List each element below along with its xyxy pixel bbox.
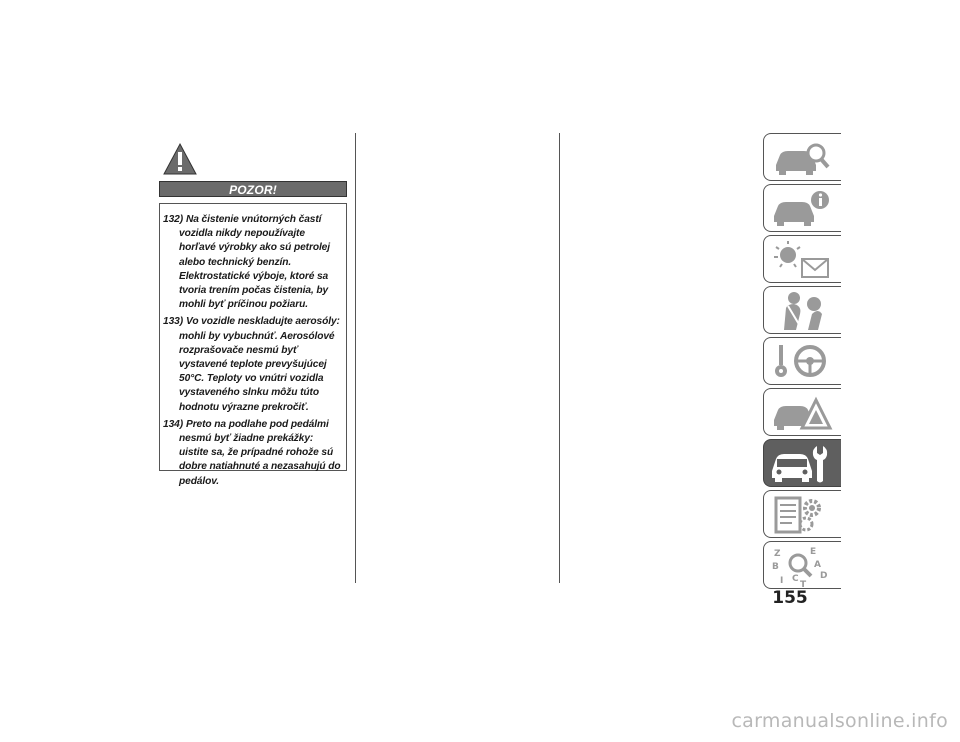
car-wrench-icon — [770, 443, 834, 485]
document-gear-icon — [770, 494, 834, 536]
index-letter: Z — [774, 549, 781, 559]
seat-airbag-icon — [770, 290, 834, 332]
index-letter: E — [810, 547, 817, 557]
car-info-icon — [770, 188, 834, 230]
car-magnifier-icon — [770, 137, 834, 179]
item-text: Na čistenie vnútorných častí vozidla nikdy nepoužívajte horľavé výrobky ako sú petrolej alebo technický benzín. Elektrostatické výboje, ktoré sa tvoria trením počas čistenia, by mohli byť príčinou požiaru. — [179, 214, 330, 311]
warning-box — [159, 203, 347, 487]
lights-message-icon — [770, 239, 834, 281]
tab-car-wrench[interactable] — [763, 439, 841, 487]
tab-lights-message[interactable] — [763, 235, 841, 283]
alphabet-index-icon — [770, 545, 834, 587]
tab-document-gear[interactable] — [763, 490, 841, 538]
index-letter: D — [820, 571, 828, 581]
item-number: 132) — [163, 214, 183, 225]
item-text: Preto na podlahe pod pedálmi nesmú byť žiadne prekážky: uistite sa, že prípadné rohože sú dobre natiahnuté a nezasahujú do pedálov. — [179, 418, 341, 487]
column-divider-1 — [355, 133, 356, 583]
tab-car-info[interactable] — [763, 184, 841, 232]
item-text: Vo vozidle neskladujte aerosóly: mohli by vybuchnúť. Aerosólové rozprašovače nesmú byť vystavené teplote prevyšujúcej 50°C. Teploty vo vnútri vozidla vystaveného slnku môžu túto hodnotu výrazne prekročiť. — [179, 316, 340, 413]
item-number: 134) — [163, 418, 183, 430]
watermark: carmanualsonline.info — [731, 710, 948, 732]
index-letter: A — [814, 560, 821, 570]
tab-seat-airbag[interactable] — [763, 286, 841, 334]
warning-item-134 — [163, 418, 343, 489]
item-number: 133) — [163, 316, 183, 328]
index-letter: T — [800, 580, 807, 587]
tab-car-magnifier[interactable] — [763, 133, 841, 181]
warning-title: POZOR! — [159, 181, 347, 197]
index-letter: C — [792, 574, 799, 584]
car-warning-triangle-icon — [770, 392, 834, 434]
tab-alphabet-index[interactable] — [763, 541, 841, 589]
tab-car-warning[interactable] — [763, 388, 841, 436]
index-letter: I — [780, 576, 784, 586]
steering-key-icon — [770, 341, 834, 383]
warning-item-132 — [163, 213, 343, 312]
index-letter: B — [772, 562, 779, 572]
warning-item-133 — [163, 315, 343, 414]
column-divider-2 — [559, 133, 560, 583]
warning-triangle-icon — [163, 142, 197, 176]
page-number: 155 — [772, 588, 808, 608]
tab-steering-key[interactable] — [763, 337, 841, 385]
